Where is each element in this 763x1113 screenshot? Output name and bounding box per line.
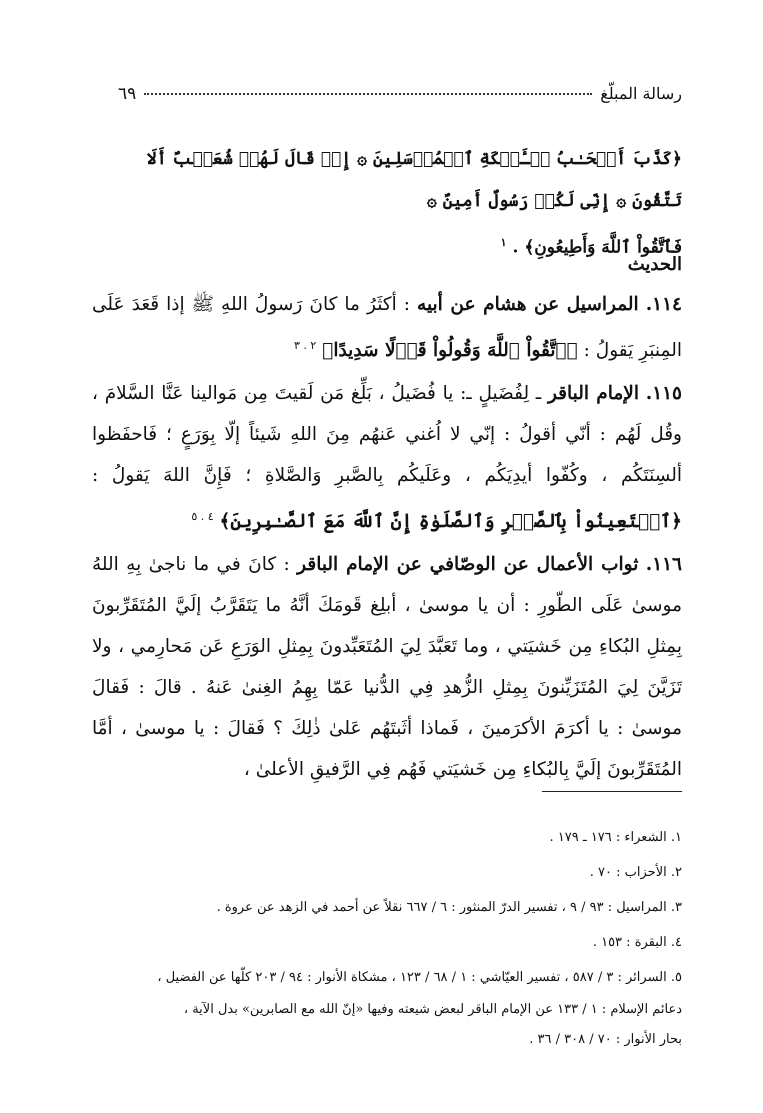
quran-verse-line-2 — [92, 222, 682, 269]
quran-verse-line-1: ﴿كَذَّبَ أَصۡحَـٰبُ لۡـَٔيۡكَةِ ٱلۡمُرۡسَلِينَ ۞ إِذۡ قَالَ لَهُمۡ شُعَيۡبٌ أَلَا تَتَّقُونَ ۞ إِنِّى لَكُمۡ رَسُولٌ أَمِينٌ ۞ — [146, 149, 682, 211]
footnote-ref: ١ — [500, 236, 507, 249]
quran-verse-line-2-text: فَٱتَّقُواْ ٱللَّهَ وَأَطِيعُونِ﴾ . — [512, 237, 682, 258]
footnote-4: ٤. البقرة : ١٥٣ . — [592, 935, 682, 950]
footnote-divider — [542, 791, 682, 792]
footnote-5-end: بحار الأنوار : ٧٠ / ٣٠٨ / ٣٦ . — [529, 1032, 682, 1047]
footnote-3: ٣. المراسيل : ٩٣ / ٩ ، تفسير الدرّ المنثور : ٦ / ٦٦٧ نقلاً عن أحمد في الزهد عن عروة . — [216, 900, 682, 915]
hadith-number: ١١٦. — [645, 554, 682, 576]
quran-verse-block — [92, 138, 682, 269]
hadith-list — [92, 284, 682, 792]
hadith-ayah: ﴿ٱسۡتَعِينُواْ بِٱلصَّبۡرِ وَٱلصَّلَوٰةِ إِنَّ ٱللَّهَ مَعَ ٱلصَّـٰبِرِينَ﴾ — [219, 511, 682, 533]
footnote-2: ٢. الأحزاب : ٧٠ . — [589, 865, 682, 880]
hadith-text: ـ لِفُضَيلٍ ـ: يا فُضَيلُ ، بَلِّغ مَن لَقيتَ مِن مَوالينا عَنَّا السَّلامَ ، وقُل لَهُم : أنّي أقولُ : إنّي لا اُغني عَنهُم مِنَ اللهِ شَيئاً إلّا بِوَرَعٍ ؛ فَاحفَظوا ألسِنَتَكُم ، وكُفّوا أيدِيَكُم ، وعَلَيكُم بِالصَّبرِ وَالصَّلاةِ ؛ فَإِنَّ اللهَ يَقولُ : — [92, 383, 682, 487]
hadith-115 — [92, 373, 682, 542]
section-title: الحديث — [627, 254, 682, 275]
hadith-source: الإمام الباقر — [547, 383, 639, 405]
hadith-text: : أكثَرُ ما كانَ رَسولُ اللهِ ﷺ إذا قَعَدَ عَلَى المِنبَرِ يَقولُ : — [92, 294, 682, 362]
hadith-number: ١١٤. — [645, 294, 682, 315]
footnote-refs: ٢ . ٣ — [293, 339, 317, 352]
footnotes — [100, 820, 682, 1055]
page-number: ٦٩ — [118, 84, 137, 104]
hadith-116 — [92, 544, 682, 790]
running-header — [118, 84, 682, 104]
hadith-source: المراسيل عن هشام عن أبيه — [417, 294, 639, 315]
header-dot-leader — [144, 93, 592, 95]
hadith-ayah: ﴿ٱتَّقُواْ ٱللَّهَ وَقُولُواْ قَوۡلًا سَدِيدًا﴾ — [322, 340, 578, 362]
hadith-text: : كانَ في ما ناجىٰ بِهِ اللهُ موسىٰ عَلَى الطّورِ : أن يا موسىٰ ، أبلِغ قَومَكَ أنَّهُ ما يَتَقَرَّبُ إلَيَّ المُتَقَرِّبونَ بِمِثلِ البُكاءِ مِن خَشيَتي ، وما تَعَبَّدَ لِيَ المُتَعَبِّدونَ بِمِثلِ الوَرَعِ عَن مَحارِمي ، ولا تَزَيَّنَ لِيَ المُتَزَيِّنونَ بِمِثلِ الزُّهدِ فِي الدُّنيا عَمّا بِهِمُ الغِنىٰ عَنهُ . قالَ : فَقالَ موسىٰ : يا أكرَمَ الأكرَمينَ ، فَماذا أثَبتَهُم عَلىٰ ذٰلِكَ ؟ فَقالَ : يا موسىٰ ، أمَّا المُتَقَرِّبونَ إلَيَّ بِالبُكاءِ مِن خَشيَتي فَهُم فِي الرَّفيقِ الأعلىٰ ، — [92, 554, 682, 781]
footnote-refs: ٤ . ٥ — [191, 510, 214, 524]
footnote-1: ١. الشعراء : ١٧٦ ـ ١٧٩ . — [549, 830, 682, 845]
hadith-source: ثواب الأعمال عن الوصّافي عن الإمام الباقر — [297, 554, 639, 576]
hadith-114 — [92, 284, 682, 371]
footnote-5-continued: دعائم الإسلام : ١ / ١٣٣ عن الإمام الباقر لبعض شيعته وفيها «إنّ الله مع الصابرين» بدل الآية ، — [183, 1002, 682, 1017]
header-title: رسالة المبلّغ — [600, 84, 682, 103]
footnote-5: ٥. السرائر : ٣ / ٥٨٧ ، تفسير العيّاشي : ١ / ٦٨ / ١٢٣ ، مشكاة الأنوار : ٩٤ / ٢٠٣ كلّها عن الفضيل ، — [157, 970, 682, 985]
hadith-number: ١١٥. — [645, 383, 682, 405]
